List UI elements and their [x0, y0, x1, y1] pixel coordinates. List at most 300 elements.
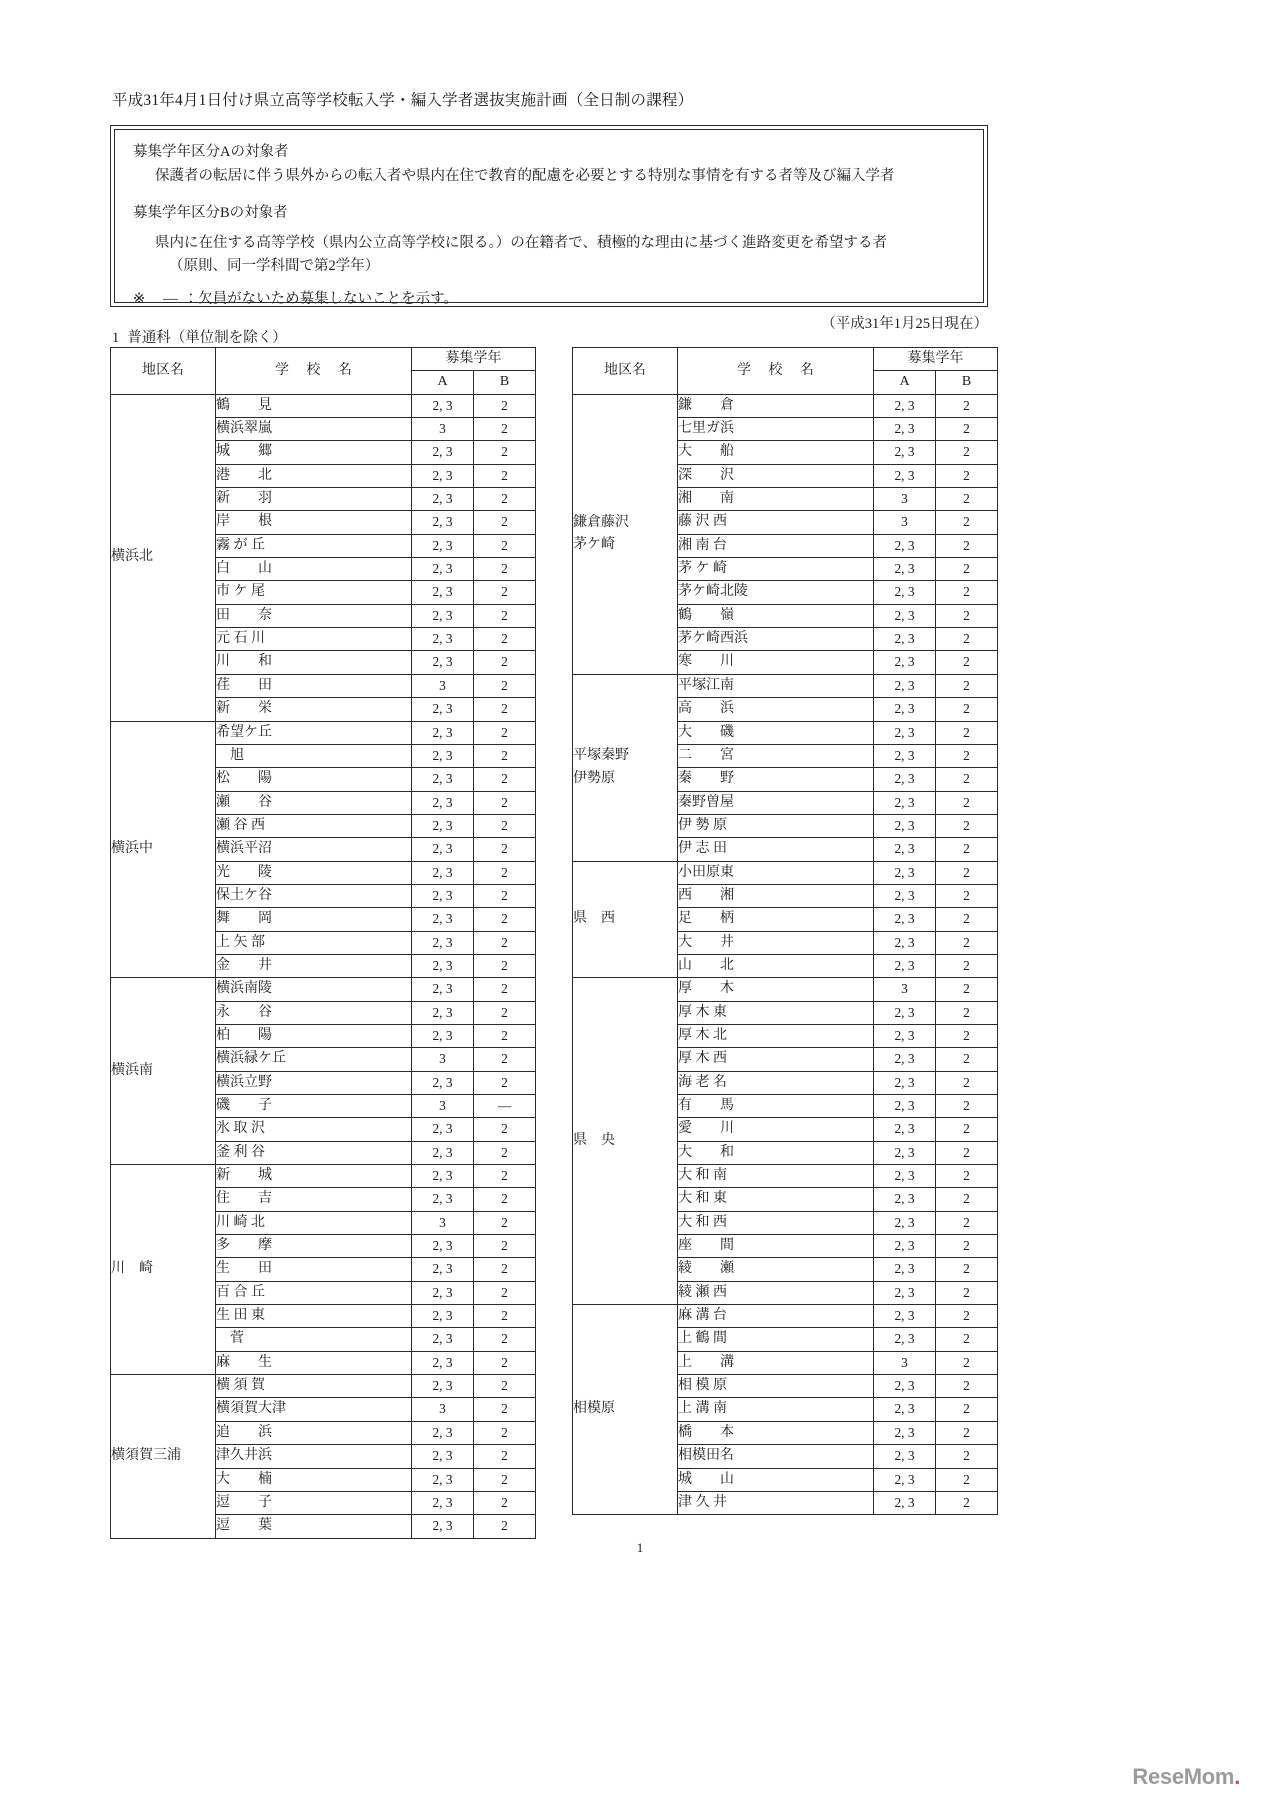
school-name-cell: 足 柄 — [678, 908, 874, 931]
school-name-cell: 二 宮 — [678, 744, 874, 767]
school-name-cell: 横須賀大津 — [216, 1398, 412, 1421]
grade-a-cell: 2, 3 — [874, 814, 936, 837]
table-row — [111, 978, 536, 1001]
grade-b-cell: 2 — [936, 1118, 998, 1141]
grade-a-cell: 2, 3 — [412, 488, 474, 511]
grade-b-cell: 2 — [474, 1468, 536, 1491]
grade-b-cell: 2 — [474, 838, 536, 861]
school-name-cell: 鎌 倉 — [678, 394, 874, 417]
district-cell — [573, 674, 678, 861]
school-name-cell: 茅ケ崎西浜 — [678, 628, 874, 651]
grade-a-cell: 2, 3 — [874, 1445, 936, 1468]
grade-a-cell: 2, 3 — [874, 1118, 936, 1141]
school-name-cell: 寒 川 — [678, 651, 874, 674]
school-name-cell: 岸 根 — [216, 511, 412, 534]
grade-a-cell: 2, 3 — [874, 1421, 936, 1444]
grade-b-cell: 2 — [936, 884, 998, 907]
school-name-cell: 茅 ケ 崎 — [678, 558, 874, 581]
grade-b-cell: 2 — [474, 511, 536, 534]
grade-b-cell: 2 — [474, 581, 536, 604]
grade-b-cell: 2 — [936, 908, 998, 931]
district-name: 相模原 — [573, 1401, 615, 1417]
grade-a-cell: 3 — [874, 1351, 936, 1374]
grade-b-cell: 2 — [474, 1375, 536, 1398]
table-header-right — [573, 348, 998, 395]
school-table-left-wrapper — [110, 347, 535, 1539]
school-name-cell: 釜 利 谷 — [216, 1141, 412, 1164]
district-name-line2: 伊勢原 — [573, 770, 615, 786]
grade-b-cell: 2 — [936, 604, 998, 627]
grade-a-cell: 2, 3 — [874, 1375, 936, 1398]
header-column-b: B — [936, 371, 998, 394]
table-row — [573, 674, 998, 697]
grade-b-cell: 2 — [474, 1165, 536, 1188]
header-column-b: B — [474, 371, 536, 394]
grade-a-cell: 2, 3 — [412, 814, 474, 837]
school-name-cell: 大 磯 — [678, 721, 874, 744]
grade-b-cell: 2 — [936, 1281, 998, 1304]
page-number: 1 — [636, 1540, 644, 1555]
grade-b-cell: 2 — [474, 954, 536, 977]
school-name-cell: 津久井浜 — [216, 1445, 412, 1468]
grade-b-cell: 2 — [936, 418, 998, 441]
grade-a-cell: 3 — [412, 674, 474, 697]
grade-a-cell: 2, 3 — [874, 558, 936, 581]
grade-b-cell: 2 — [936, 861, 998, 884]
grade-a-cell: 2, 3 — [874, 768, 936, 791]
grade-a-cell: 2, 3 — [874, 954, 936, 977]
grade-a-cell: 2, 3 — [874, 604, 936, 627]
school-name-cell: 厚 木 西 — [678, 1048, 874, 1071]
header-school: 学 校 名 — [216, 348, 412, 395]
school-name-cell: 光 陵 — [216, 861, 412, 884]
school-name-cell: 綾 瀬 西 — [678, 1281, 874, 1304]
school-name-cell: 上 矢 部 — [216, 931, 412, 954]
grade-b-cell: 2 — [936, 1491, 998, 1514]
table-row — [573, 1305, 998, 1328]
category-b-heading: 募集学年区分Bの対象者 — [133, 204, 288, 221]
school-name-cell: 逗 子 — [216, 1491, 412, 1514]
grade-a-cell: 2, 3 — [874, 651, 936, 674]
school-name-cell: 湘 南 台 — [678, 534, 874, 557]
grade-b-cell: 2 — [936, 1421, 998, 1444]
grade-b-cell: 2 — [474, 1118, 536, 1141]
school-name-cell: 座 間 — [678, 1235, 874, 1258]
grade-b-cell: 2 — [936, 534, 998, 557]
grade-a-cell: 2, 3 — [412, 931, 474, 954]
school-name-cell: 城 郷 — [216, 441, 412, 464]
grade-b-cell: 2 — [936, 1024, 998, 1047]
grade-b-cell: 2 — [474, 441, 536, 464]
school-name-cell: 城 山 — [678, 1468, 874, 1491]
grade-b-cell: 2 — [474, 1235, 536, 1258]
school-name-cell: 横浜翠嵐 — [216, 418, 412, 441]
table-row — [111, 1375, 536, 1398]
school-name-cell: 松 陽 — [216, 768, 412, 791]
grade-b-cell: 2 — [474, 1141, 536, 1164]
section-label: 普通科（単位制を除く） — [127, 330, 287, 346]
dash-symbol: ― — [163, 291, 178, 308]
grade-b-cell: 2 — [936, 1351, 998, 1374]
grade-b-cell: 2 — [936, 768, 998, 791]
grade-a-cell: 2, 3 — [874, 1235, 936, 1258]
header-column-a: A — [412, 371, 474, 394]
school-name-cell: 生 田 — [216, 1258, 412, 1281]
grade-a-cell: 2, 3 — [412, 394, 474, 417]
grade-b-cell: 2 — [936, 1398, 998, 1421]
district-name: 横浜中 — [111, 841, 153, 857]
school-name-cell: 瀬 谷 — [216, 791, 412, 814]
grade-a-cell: 2, 3 — [412, 1024, 474, 1047]
watermark-text: ReseMom — [1132, 1764, 1235, 1789]
district-name: 平塚秦野 — [573, 748, 629, 764]
grade-a-cell: 2, 3 — [874, 1281, 936, 1304]
school-name-cell: 柏 陽 — [216, 1024, 412, 1047]
school-name-cell: 新 栄 — [216, 698, 412, 721]
school-name-cell: 横浜立野 — [216, 1071, 412, 1094]
school-name-cell: 氷 取 沢 — [216, 1118, 412, 1141]
grade-a-cell: 2, 3 — [412, 1165, 474, 1188]
grade-a-cell: 2, 3 — [412, 1421, 474, 1444]
district-cell — [573, 1305, 678, 1515]
school-name-cell: 鶴 嶺 — [678, 604, 874, 627]
grade-a-cell: 2, 3 — [874, 1095, 936, 1118]
school-name-cell: 秦野曽屋 — [678, 791, 874, 814]
school-name-cell: 厚 木 — [678, 978, 874, 1001]
grade-a-cell: 3 — [412, 1398, 474, 1421]
grade-a-cell: 2, 3 — [412, 604, 474, 627]
grade-b-cell: 2 — [936, 488, 998, 511]
grade-a-cell: 2, 3 — [412, 978, 474, 1001]
table-row — [111, 1165, 536, 1188]
school-name-cell: 麻 溝 台 — [678, 1305, 874, 1328]
grade-b-cell: 2 — [474, 1351, 536, 1374]
school-name-cell: 津 久 井 — [678, 1491, 874, 1514]
grade-b-cell: 2 — [474, 721, 536, 744]
grade-b-cell: 2 — [936, 628, 998, 651]
school-name-cell: 元 石 川 — [216, 628, 412, 651]
school-name-cell: 荏 田 — [216, 674, 412, 697]
grade-b-cell: 2 — [474, 1491, 536, 1514]
school-name-cell: 深 沢 — [678, 464, 874, 487]
grade-a-cell: 2, 3 — [412, 1141, 474, 1164]
grade-b-cell: 2 — [936, 838, 998, 861]
school-name-cell: 金 井 — [216, 954, 412, 977]
grade-a-cell: 2, 3 — [874, 418, 936, 441]
school-name-cell: 秦 野 — [678, 768, 874, 791]
district-name: 川 崎 — [111, 1261, 153, 1277]
school-name-cell: 茅ケ崎北陵 — [678, 581, 874, 604]
grade-b-cell: 2 — [474, 908, 536, 931]
table-row — [573, 978, 998, 1001]
grade-a-cell: 2, 3 — [412, 1491, 474, 1514]
grade-a-cell: 2, 3 — [412, 1375, 474, 1398]
grade-b-cell: 2 — [474, 978, 536, 1001]
grade-b-cell: 2 — [936, 511, 998, 534]
grade-a-cell: 2, 3 — [874, 838, 936, 861]
grade-b-cell: 2 — [474, 791, 536, 814]
grade-a-cell: 2, 3 — [874, 1468, 936, 1491]
grade-b-cell: 2 — [936, 1445, 998, 1468]
grade-b-cell: 2 — [474, 651, 536, 674]
district-cell — [111, 394, 216, 721]
grade-a-cell: 3 — [412, 418, 474, 441]
eligibility-notice-box — [110, 125, 988, 307]
school-name-cell: 山 北 — [678, 954, 874, 977]
grade-a-cell: 3 — [412, 1211, 474, 1234]
school-name-cell: 住 吉 — [216, 1188, 412, 1211]
grade-b-cell: 2 — [936, 1188, 998, 1211]
school-name-cell: 伊 志 田 — [678, 838, 874, 861]
grade-a-cell: 2, 3 — [412, 441, 474, 464]
header-grade-group: 募集学年 — [874, 348, 998, 371]
school-name-cell: 大 和 — [678, 1141, 874, 1164]
grade-b-cell: 2 — [936, 464, 998, 487]
school-table-right — [572, 347, 998, 1515]
school-name-cell: 七里ガ浜 — [678, 418, 874, 441]
grade-a-cell: 2, 3 — [874, 721, 936, 744]
grade-a-cell: 2, 3 — [412, 721, 474, 744]
grade-a-cell: 2, 3 — [874, 861, 936, 884]
grade-b-cell: 2 — [474, 1305, 536, 1328]
grade-a-cell: 2, 3 — [412, 1445, 474, 1468]
district-cell — [573, 394, 678, 674]
grade-a-cell: 2, 3 — [412, 791, 474, 814]
district-cell — [573, 978, 678, 1305]
grade-a-cell: 2, 3 — [412, 1305, 474, 1328]
grade-a-cell: 2, 3 — [874, 1048, 936, 1071]
grade-a-cell: 2, 3 — [874, 884, 936, 907]
grade-a-cell: 2, 3 — [874, 1001, 936, 1024]
school-table-right-wrapper — [572, 347, 990, 1515]
grade-a-cell: 2, 3 — [874, 744, 936, 767]
grade-b-cell: 2 — [936, 978, 998, 1001]
school-name-cell: 相模田名 — [678, 1445, 874, 1468]
school-name-cell: 西 湘 — [678, 884, 874, 907]
grade-b-cell: 2 — [936, 1468, 998, 1491]
header-grade-group: 募集学年 — [412, 348, 536, 371]
grade-a-cell: 2, 3 — [412, 1351, 474, 1374]
district-cell — [111, 721, 216, 978]
school-name-cell: 藤 沢 西 — [678, 511, 874, 534]
grade-b-cell: 2 — [474, 1024, 536, 1047]
grade-b-cell: 2 — [474, 1515, 536, 1538]
grade-a-cell: 2, 3 — [412, 768, 474, 791]
district-name: 鎌倉藤沢 — [573, 514, 629, 530]
school-name-cell: 厚 木 北 — [678, 1024, 874, 1047]
district-name: 県 西 — [573, 911, 615, 927]
grade-b-cell: 2 — [474, 394, 536, 417]
grade-a-cell: 2, 3 — [874, 441, 936, 464]
grade-b-cell: 2 — [936, 581, 998, 604]
grade-a-cell: 2, 3 — [412, 511, 474, 534]
school-name-cell: 白 山 — [216, 558, 412, 581]
grade-a-cell: 2, 3 — [412, 1118, 474, 1141]
grade-a-cell: 2, 3 — [874, 698, 936, 721]
grade-a-cell: 2, 3 — [412, 1258, 474, 1281]
grade-b-cell: 2 — [474, 744, 536, 767]
school-name-cell: 大 楠 — [216, 1468, 412, 1491]
district-name-line2: 茅ケ崎 — [573, 537, 615, 553]
header-school: 学 校 名 — [678, 348, 874, 395]
school-name-cell: 新 羽 — [216, 488, 412, 511]
grade-b-cell: 2 — [474, 1188, 536, 1211]
grade-b-cell: 2 — [474, 1445, 536, 1468]
grade-a-cell: 2, 3 — [412, 1188, 474, 1211]
district-name: 横浜北 — [111, 549, 153, 565]
district-name: 横須賀三浦 — [111, 1448, 181, 1464]
grade-b-cell: 2 — [936, 674, 998, 697]
school-name-cell: 港 北 — [216, 464, 412, 487]
school-name-cell: 川 和 — [216, 651, 412, 674]
grade-a-cell: 2, 3 — [412, 581, 474, 604]
district-cell — [111, 1165, 216, 1375]
grade-b-cell: 2 — [936, 1305, 998, 1328]
grade-b-cell: 2 — [474, 1328, 536, 1351]
school-name-cell: 麻 生 — [216, 1351, 412, 1374]
grade-a-cell: 2, 3 — [874, 581, 936, 604]
grade-a-cell: 2, 3 — [412, 1328, 474, 1351]
grade-b-cell: 2 — [936, 698, 998, 721]
dash-legend-text: ：欠員がないため募集しないことを示す。 — [183, 291, 458, 308]
grade-a-cell: 2, 3 — [874, 1165, 936, 1188]
school-name-cell: 海 老 名 — [678, 1071, 874, 1094]
grade-a-cell: 2, 3 — [874, 394, 936, 417]
district-cell — [111, 978, 216, 1165]
grade-b-cell: 2 — [936, 394, 998, 417]
grade-a-cell: 3 — [412, 1048, 474, 1071]
school-name-cell: 百 合 丘 — [216, 1281, 412, 1304]
grade-a-cell: 2, 3 — [412, 744, 474, 767]
school-name-cell: 生 田 東 — [216, 1305, 412, 1328]
grade-b-cell: ― — [474, 1095, 536, 1118]
school-name-cell: 新 城 — [216, 1165, 412, 1188]
grade-b-cell: 2 — [474, 464, 536, 487]
school-name-cell: 横浜南陵 — [216, 978, 412, 1001]
watermark-dot: . — [1234, 1764, 1240, 1789]
grade-a-cell: 2, 3 — [412, 1468, 474, 1491]
grade-b-cell: 2 — [936, 651, 998, 674]
school-name-cell: 橋 本 — [678, 1421, 874, 1444]
grade-b-cell: 2 — [474, 884, 536, 907]
school-name-cell: 大 船 — [678, 441, 874, 464]
school-name-cell: 保土ケ谷 — [216, 884, 412, 907]
table-header-left — [111, 348, 536, 395]
school-name-cell: 田 奈 — [216, 604, 412, 627]
grade-b-cell: 2 — [474, 1281, 536, 1304]
grade-b-cell: 2 — [936, 1375, 998, 1398]
table-row — [111, 394, 536, 417]
grade-a-cell: 2, 3 — [412, 884, 474, 907]
table-body-left — [111, 394, 536, 1538]
grade-b-cell: 2 — [474, 488, 536, 511]
table-row — [573, 861, 998, 884]
section-heading — [112, 326, 287, 347]
school-name-cell: 厚 木 東 — [678, 1001, 874, 1024]
grade-a-cell: 2, 3 — [412, 954, 474, 977]
section-number: 1 — [112, 330, 120, 346]
school-name-cell: 磯 子 — [216, 1095, 412, 1118]
grade-b-cell: 2 — [936, 1001, 998, 1024]
grade-a-cell: 2, 3 — [412, 1001, 474, 1024]
school-name-cell: 逗 葉 — [216, 1515, 412, 1538]
grade-a-cell: 2, 3 — [412, 558, 474, 581]
grade-a-cell: 2, 3 — [874, 1024, 936, 1047]
school-name-cell: 綾 瀬 — [678, 1258, 874, 1281]
grade-a-cell: 2, 3 — [412, 534, 474, 557]
grade-a-cell: 2, 3 — [874, 1491, 936, 1514]
grade-a-cell: 3 — [874, 488, 936, 511]
grade-a-cell: 2, 3 — [874, 1141, 936, 1164]
grade-b-cell: 2 — [474, 604, 536, 627]
school-name-cell: 上 溝 南 — [678, 1398, 874, 1421]
page-title: 平成31年4月1日付け県立高等学校転入学・編入学者選抜実施計画（全日制の課程） — [112, 92, 694, 109]
school-name-cell: 愛 川 — [678, 1118, 874, 1141]
grade-a-cell: 2, 3 — [412, 838, 474, 861]
school-table-left — [110, 347, 536, 1539]
grade-a-cell: 3 — [412, 1095, 474, 1118]
grade-b-cell: 2 — [936, 1165, 998, 1188]
grade-b-cell: 2 — [474, 1211, 536, 1234]
school-name-cell: 大 和 東 — [678, 1188, 874, 1211]
grade-b-cell: 2 — [936, 1095, 998, 1118]
grade-b-cell: 2 — [474, 1071, 536, 1094]
grade-b-cell: 2 — [936, 721, 998, 744]
grade-a-cell: 2, 3 — [874, 674, 936, 697]
category-b-subnote: （原則、同一学科間で第2学年） — [169, 257, 380, 274]
grade-a-cell: 2, 3 — [874, 1398, 936, 1421]
school-name-cell: 相 模 原 — [678, 1375, 874, 1398]
school-name-cell: 菅 — [216, 1328, 412, 1351]
school-name-cell: 有 馬 — [678, 1095, 874, 1118]
resemom-watermark — [1132, 1764, 1240, 1790]
grade-b-cell: 2 — [474, 698, 536, 721]
grade-a-cell: 2, 3 — [874, 1305, 936, 1328]
category-a-heading: 募集学年区分Aの対象者 — [133, 144, 289, 160]
school-name-cell: 横浜平沼 — [216, 838, 412, 861]
district-cell — [111, 1375, 216, 1538]
grade-b-cell: 2 — [474, 768, 536, 791]
grade-a-cell: 2, 3 — [412, 628, 474, 651]
grade-b-cell: 2 — [474, 1421, 536, 1444]
grade-b-cell: 2 — [474, 558, 536, 581]
school-name-cell: 希望ケ丘 — [216, 721, 412, 744]
grade-a-cell: 2, 3 — [874, 931, 936, 954]
grade-b-cell: 2 — [474, 534, 536, 557]
grade-a-cell: 2, 3 — [412, 1281, 474, 1304]
school-name-cell: 霧 が 丘 — [216, 534, 412, 557]
grade-a-cell: 2, 3 — [874, 791, 936, 814]
grade-a-cell: 2, 3 — [412, 464, 474, 487]
grade-a-cell: 2, 3 — [412, 651, 474, 674]
school-name-cell: 永 谷 — [216, 1001, 412, 1024]
school-name-cell: 高 浜 — [678, 698, 874, 721]
school-name-cell: 川 崎 北 — [216, 1211, 412, 1234]
grade-a-cell: 2, 3 — [874, 908, 936, 931]
school-name-cell: 旭 — [216, 744, 412, 767]
grade-b-cell: 2 — [936, 1141, 998, 1164]
grade-a-cell: 2, 3 — [412, 861, 474, 884]
school-name-cell: 大 和 南 — [678, 1165, 874, 1188]
school-name-cell: 上 溝 — [678, 1351, 874, 1374]
grade-a-cell: 2, 3 — [874, 1188, 936, 1211]
grade-b-cell: 2 — [474, 1001, 536, 1024]
grade-b-cell: 2 — [936, 1048, 998, 1071]
school-name-cell: 鶴 見 — [216, 394, 412, 417]
grade-a-cell: 2, 3 — [874, 628, 936, 651]
grade-b-cell: 2 — [474, 861, 536, 884]
grade-b-cell: 2 — [474, 418, 536, 441]
